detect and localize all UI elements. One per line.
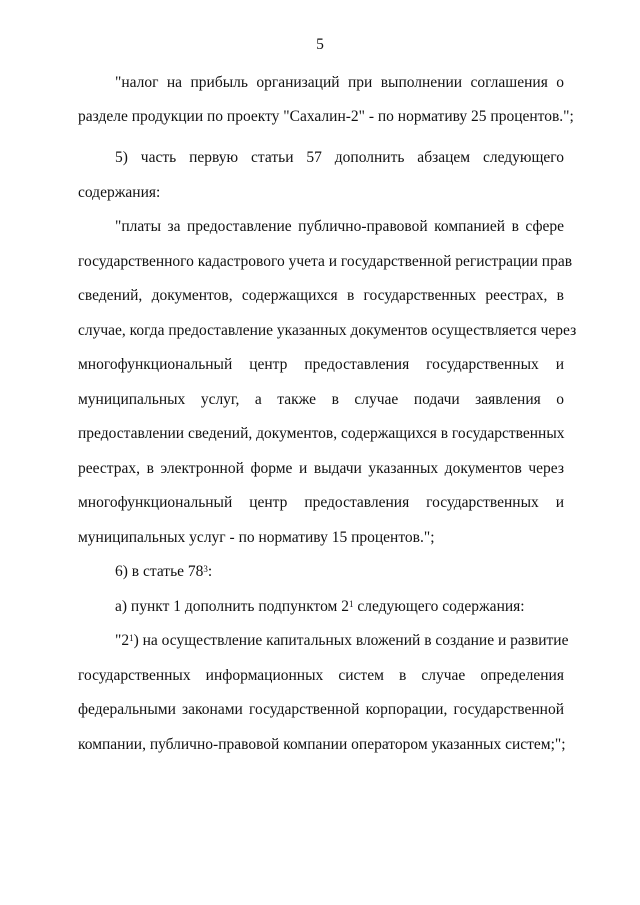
text-line: муниципальных услуг, а также в случае подачи заявления о [78,391,564,408]
text-line: федеральными законами государственной корпорации, государственной [78,701,564,718]
text-line: "налог на прибыль организаций при выполнении соглашения о [115,74,564,91]
text-line: 5) часть первую статьи 57 дополнить абзацем следующего [115,149,564,166]
item-text: 6) в статье 78 [115,563,204,580]
item-tail: : [207,563,213,580]
text-line: муниципальных услуг - по нормативу 15 процентов."; [78,529,435,546]
text-line: государственных информационных систем в случае определения [78,667,564,684]
list-item-2-1 [115,631,569,651]
text-line: "платы за предоставление публично-правовой компанией в сфере [115,218,564,235]
item-tail: следующего содержания: [353,598,525,615]
superscript: 3 [203,564,208,574]
item-tail: ) на осуществление капитальных вложений в создание и развитие [133,632,569,649]
page-number: 5 [316,36,324,53]
superscript: 1 [348,599,354,609]
text-line: многофункциональный центр предоставления государственных и [78,494,564,511]
text-line: разделе продукции по проекту "Сахалин-2" - по нормативу 25 процентов."; [78,108,574,125]
text-line: сведений, документов, содержащихся в государственных реестрах, в [78,287,564,304]
list-item-a [115,597,564,617]
text-line: государственного кадастрового учета и государственной регистрации прав [78,253,573,270]
text-line: предоставлении сведений, документов, содержащихся в государственных [78,425,565,442]
text-line: случае, когда предоставление указанных документов осуществляется через [78,322,577,339]
superscript: 1 [129,633,134,643]
item-text: а) пункт 1 дополнить подпунктом 2 [115,598,349,615]
list-item-6 [115,562,564,582]
text-line: компании, публично-правовой компании оператором указанных систем;"; [78,736,566,753]
text-line: реестрах, в электронной форме и выдачи указанных документов через [78,460,564,477]
text-line: многофункциональный центр предоставления государственных и [78,356,564,373]
text-line: содержания: [78,184,161,201]
item-open: "2 [115,632,130,649]
